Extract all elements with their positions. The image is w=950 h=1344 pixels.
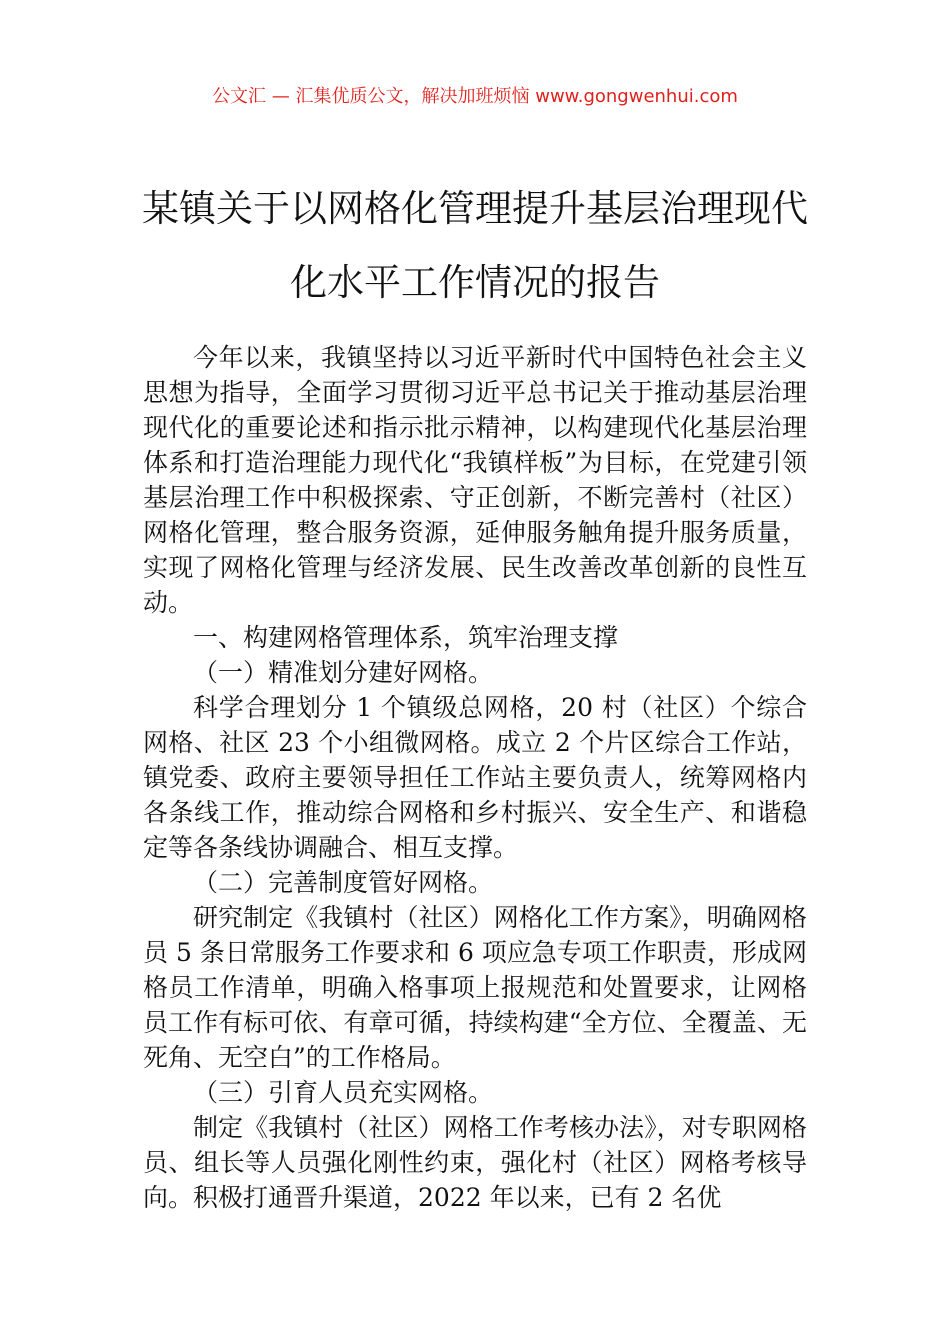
section-heading-1: 一、构建网格管理体系，筑牢治理支撑 <box>193 623 619 652</box>
subsection-paragraph-2: 研究制定《我镇村（社区）网格化工作方案》，明确网格员 5 条日常服务工作要求和 6 项应急专项工作职责，形成网格员工作清单，明确入格事项上报规范和处置要求，让网格员工作有标可依、有章可循，持续构建“全方位、全覆盖、无死角、无空白”的工作格局。 <box>143 903 807 1072</box>
subsection-heading-1: （一）精准划分建好网格。 <box>193 658 494 687</box>
title-line-1: 某镇关于以网格化管理提升基层治理现代 <box>142 187 808 230</box>
document-body <box>143 340 807 1215</box>
document-title <box>120 172 830 320</box>
intro-paragraph: 今年以来，我镇坚持以习近平新时代中国特色社会主义思想为指导，全面学习贯彻习近平总书记关于推动基层治理现代化的重要论述和指示批示精神，以构建现代化基层治理体系和打造治理能力现代化“我镇样板”为目标，在党建引领基层治理工作中积极探索、守正创新，不断完善村（社区）网格化管理，整合服务资源，延伸服务触角提升服务质量，实现了网格化管理与经济发展、民生改善改革创新的良性互动。 <box>143 343 807 617</box>
source-header[interactable]: 公文汇 — 汇集优质公文，解决加班烦恼 www.gongwenhui.com <box>212 86 738 107</box>
subsection-heading-3: （三）引育人员充实网格。 <box>193 1078 494 1107</box>
title-line-2: 化水平工作情况的报告 <box>290 261 660 304</box>
subsection-paragraph-3: 制定《我镇村（社区）网格工作考核办法》，对专职网格员、组长等人员强化刚性约束，强化村（社区）网格考核导向。积极打通晋升渠道，2022 年以来，已有 2 名优 <box>143 1113 807 1212</box>
subsection-heading-2: （二）完善制度管好网格。 <box>193 868 494 897</box>
subsection-paragraph-1: 科学合理划分 1 个镇级总网格，20 村（社区）个综合网格、社区 23 个小组微网格。成立 2 个片区综合工作站，镇党委、政府主要领导担任工作站主要负责人，统筹网格内各条线工作，推动综合网格和乡村振兴、安全生产、和谐稳定等各条线协调融合、相互支撑。 <box>143 693 807 862</box>
